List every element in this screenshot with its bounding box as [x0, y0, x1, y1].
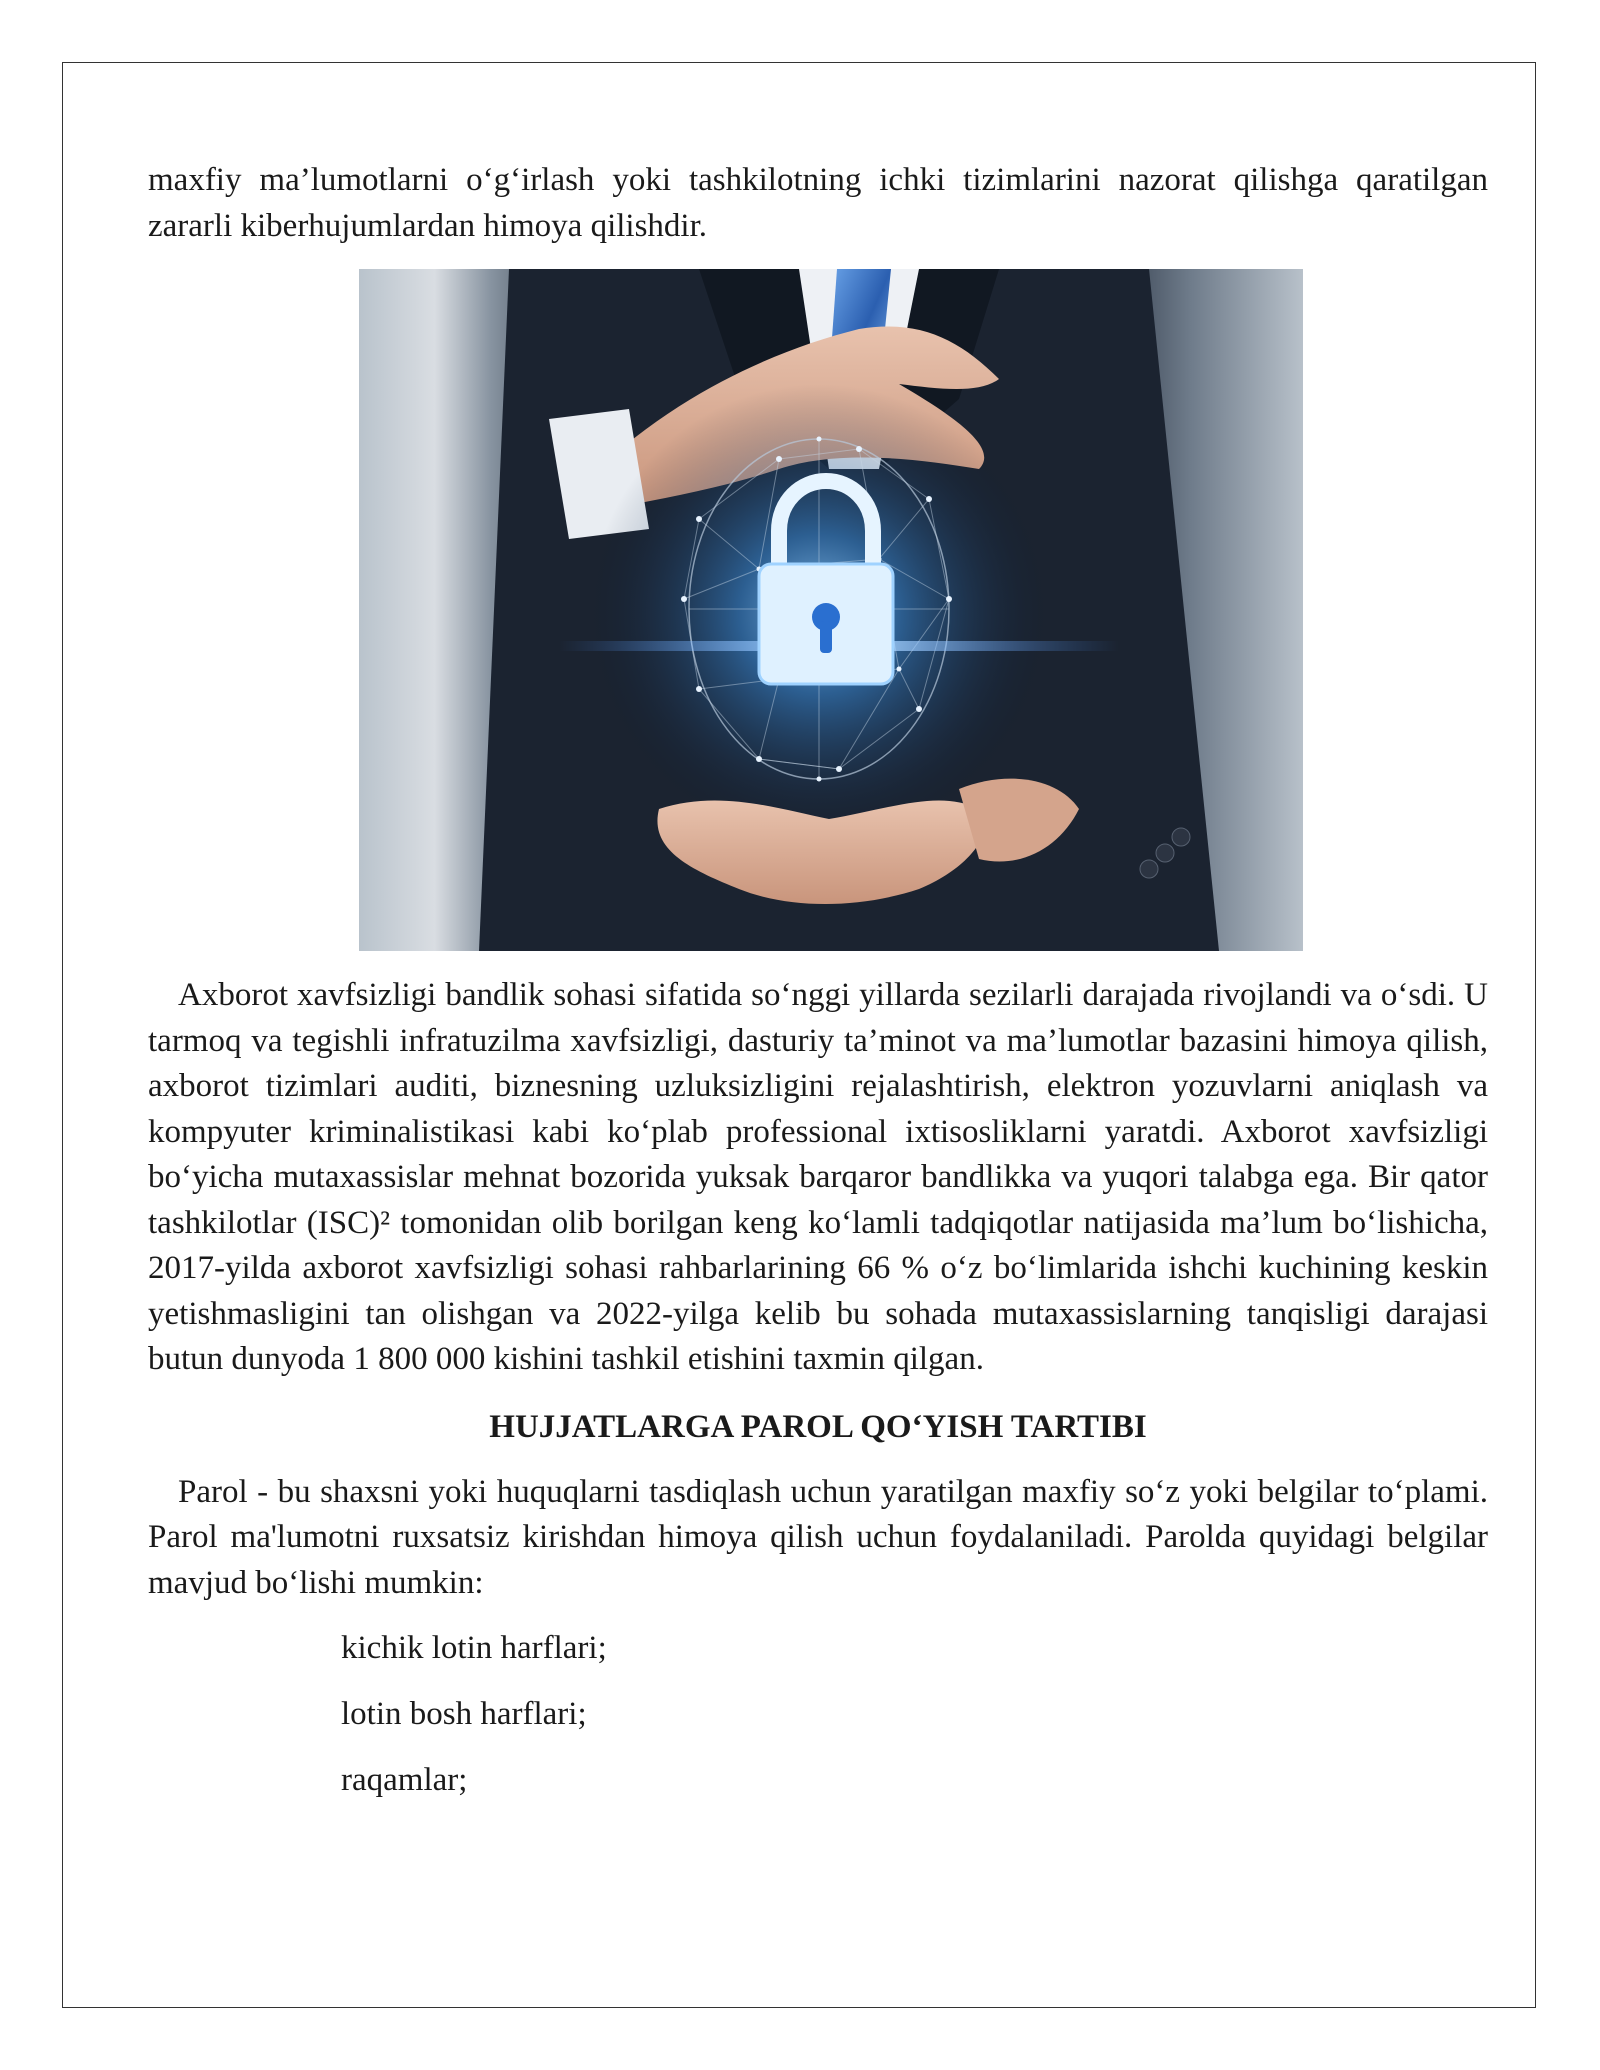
section-heading: HUJJATLARGA PAROL QO‘YISH TARTIBI: [489, 1408, 1147, 1445]
list-item: lotin bosh harflari;: [341, 1696, 587, 1732]
paragraph-intro: maxfiy ma’lumotlarni o‘g‘irlash yoki tashkilotning ichki tizimlarini nazorat qilishga qaratilgan zararli kiberhujumlardan himoya qilishdir.: [148, 162, 1488, 244]
document-body: [148, 158, 1488, 1824]
list-item: raqamlar;: [341, 1762, 468, 1798]
paragraph-employment: Axborot xavfsizligi bandlik sohasi sifatida so‘nggi yillarda sezilarli darajada rivojlandi va o‘sdi. U tarmoq va tegishli infratuzilma xavfsizligi, dasturiy ta’minot va ma’lumotlar bazasini himoya qilish, axborot tizimlari auditi, biznesning uzluksizligini rejalashtirish, elektron yozuvlarni aniqlash va kompyuter kriminalistikasi kabi ko‘plab professional ixtisosliklarni yaratdi. Axborot xavfsizligi bo‘yicha mutaxassislar mehnat bozorida yuksak barqaror bandlikka va yuqori talabga ega. Bir qator tashkilotlar (ISC)² tomonidan olib borilgan keng ko‘lamli tadqiqotlar natijasida ma’lum bo‘lishicha, 2017-yilda axborot xavfsizligi sohasi rahbarlarining 66 % o‘z bo‘limlarida ishchi kuchining keskin yetishmasligini tan olishgan va 2022-yilga kelib bu sohada mutaxassislarning tanqisligi darajasi butun dunyoda 1 800 000 kishini tashkil etishini taxmin qilgan.: [148, 977, 1488, 1377]
paragraph-password: Parol - bu shaxsni yoki huquqlarni tasdiqlash uchun yaratilgan maxfiy so‘z yoki belgilar to‘plami. Parol ma'lumotni ruxsatsiz kirishdan himoya qilish uchun foydalaniladi. Parolda quyidagi belgilar mavjud bo‘lishi mumkin:: [148, 1473, 1488, 1601]
illustration-drawing: [359, 269, 1303, 951]
list-item: kichik lotin harflari;: [341, 1630, 607, 1666]
cybersecurity-illustration: [359, 269, 1303, 951]
password-characters-list: [148, 1626, 1488, 1803]
